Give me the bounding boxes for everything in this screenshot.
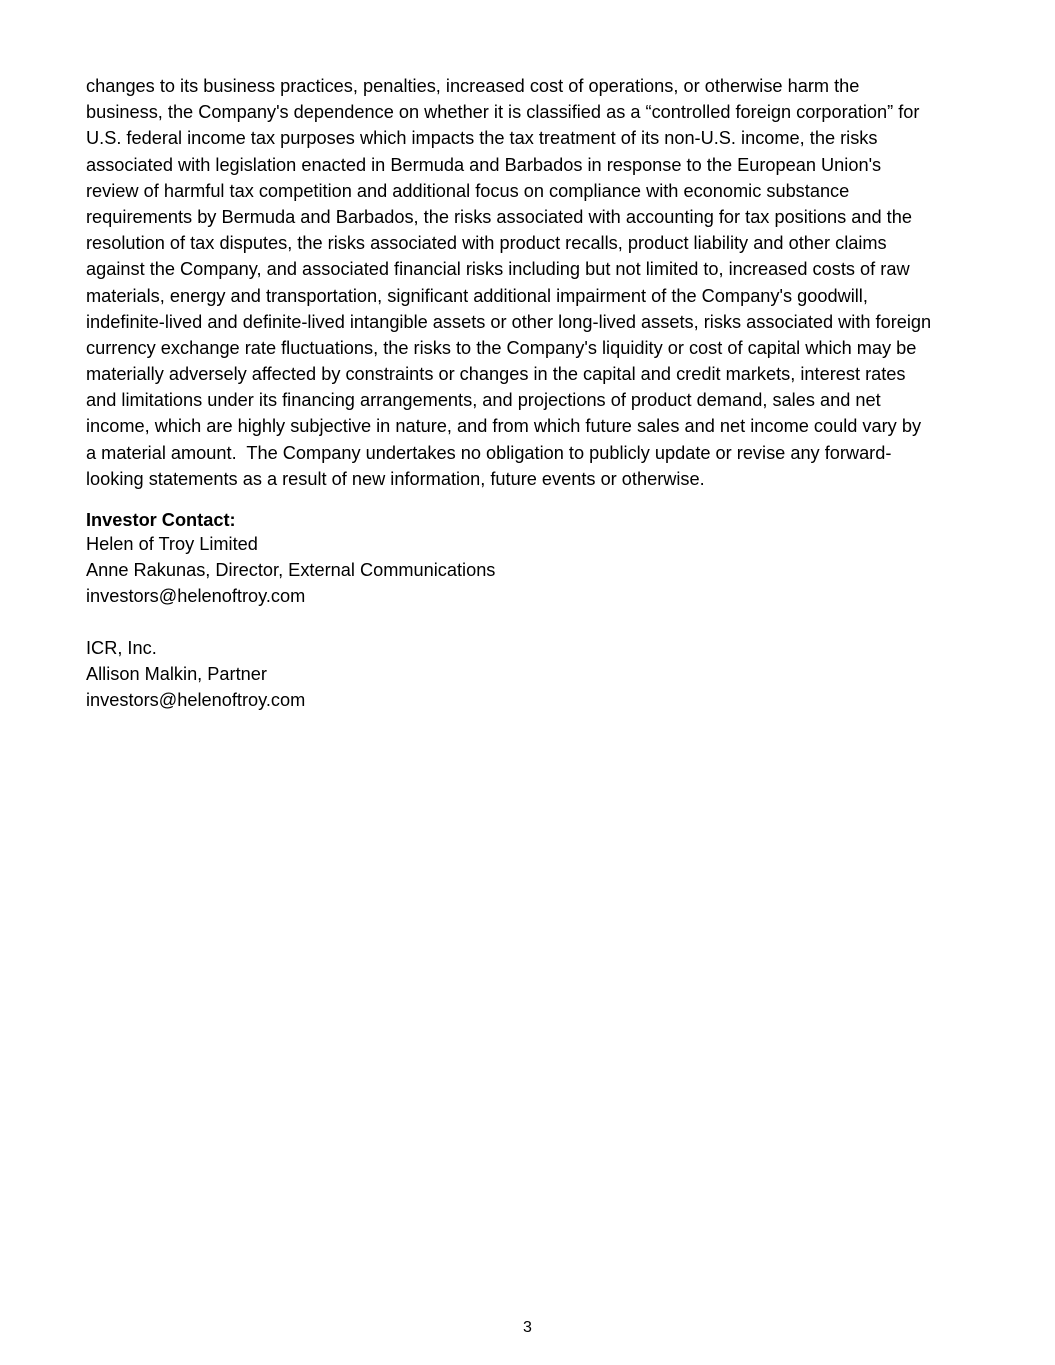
paragraph-line: business, the Company's dependence on whether it is classified as a “controlled foreign corporation” for: [86, 102, 920, 123]
forward-looking-statements-paragraph: [86, 73, 986, 492]
paragraph-line: review of harmful tax competition and additional focus on compliance with economic substance: [86, 180, 850, 201]
paragraph-line: changes to its business practices, penalties, increased cost of operations, or otherwise harm the: [86, 76, 860, 96]
contact-company: Helen of Troy Limited: [86, 534, 258, 554]
contact-person: Anne Rakunas, Director, External Communications: [86, 560, 496, 580]
contact-email-link[interactable]: investors@helenoftroy.com: [86, 586, 306, 606]
paragraph-line: U.S. federal income tax purposes which impacts the tax treatment of its non-U.S. income, the risks: [86, 128, 878, 149]
page-number: 3: [523, 1319, 532, 1336]
investor-contact-block: [86, 508, 686, 713]
paragraph-line: materially adversely affected by constraints or changes in the capital and credit markets, interest rates: [86, 364, 906, 385]
paragraph-line: resolution of tax disputes, the risks associated with product recalls, product liability and other claims: [86, 233, 887, 254]
paragraph-line: currency exchange rate fluctuations, the risks to the Company's liquidity or cost of capital which may be: [86, 337, 917, 358]
paragraph-line: indefinite-lived and definite-lived intangible assets or other long-lived assets, risks associated with foreign: [86, 311, 932, 332]
paragraph-line: income, which are highly subjective in nature, and from which future sales and net income could vary by: [86, 416, 922, 437]
paragraph-line: and limitations under its financing arrangements, and projections of product demand, sales and net: [86, 390, 881, 411]
contact-email-link[interactable]: investors@helenoftroy.com: [86, 690, 306, 710]
investor-contact-heading: Investor Contact:: [86, 510, 236, 530]
paragraph-line: associated with legislation enacted in Bermuda and Barbados in response to the European Union's: [86, 154, 882, 175]
paragraph-line: a material amount. The Company undertakes no obligation to publicly update or revise any forward-: [86, 442, 892, 463]
paragraph-line: materials, energy and transportation, significant additional impairment of the Company's goodwill,: [86, 285, 868, 306]
contact-person: Allison Malkin, Partner: [86, 664, 267, 684]
contact-spacer: [86, 609, 686, 635]
paragraph-line: against the Company, and associated financial risks including but not limited to, increased costs of raw: [86, 259, 910, 280]
contact-company: ICR, Inc.: [86, 638, 157, 658]
paragraph-line: requirements by Bermuda and Barbados, the risks associated with accounting for tax positions and the: [86, 206, 912, 227]
paragraph-line: looking statements as a result of new information, future events or otherwise.: [86, 468, 705, 489]
